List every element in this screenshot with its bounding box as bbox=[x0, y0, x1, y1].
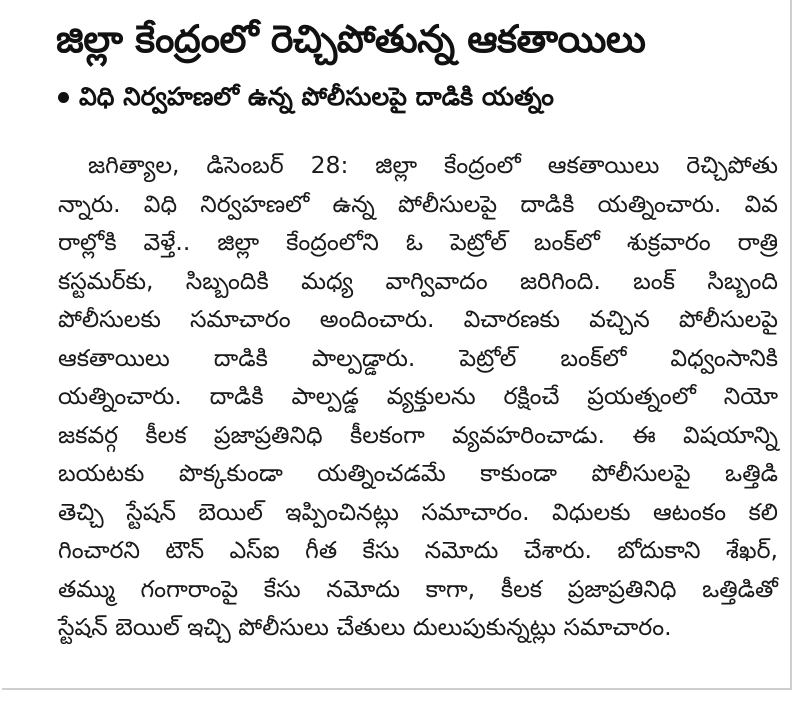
article-subhead bbox=[58, 78, 554, 116]
news-clipping bbox=[2, 0, 792, 690]
body-line: తెచ్చి స్టేషన్ బెయిల్ ఇప్పించినట్లు సమాచారం. విధులకు ఆటంకం కలి bbox=[58, 497, 778, 526]
body-line: న్నారు. విధి నిర్వహణలో ఉన్న పోలీసులపై దాడికి యత్నించారు. వివ bbox=[58, 189, 778, 218]
article-body bbox=[58, 146, 778, 647]
article-subhead-text: విధి నిర్వహణలో ఉన్న పోలీసులపై దాడికి యత్నం bbox=[79, 82, 554, 111]
body-line: జకవర్గ కీలక ప్రజాప్రతినిధి కీలకంగా వ్యవహరించాడు. ఈ విషయాన్ని bbox=[58, 420, 778, 449]
body-line: బయటకు పొక్కకుండా యత్నించడమే కాకుండా పోలీసులపై ఒత్తిడి bbox=[58, 459, 778, 487]
bullet-icon bbox=[58, 92, 69, 103]
body-line: పోలీసులకు సమాచారం అందించారు. విచారణకు వచ్చిన పోలీసులపై bbox=[58, 305, 778, 333]
body-line: జగిత్యాల, డిసెంబర్ 28: జిల్లా కేంద్రంలో ఆకతాయిలు రెచ్చిపోతు bbox=[88, 151, 778, 179]
body-line: స్టేషన్ బెయిల్ ఇచ్చి పోలీసులు చేతులు దులుపుకున్నట్లు సమాచారం. bbox=[58, 613, 672, 641]
article-headline: జిల్లా కేంద్రంలో రెచ్చిపోతున్న ఆకతాయిలు bbox=[56, 17, 646, 61]
body-line: ఆకతాయిలు దాడికి పాల్పడ్డారు. పెట్రోల్ బంక్‌లో విధ్వంసానికి bbox=[58, 343, 778, 372]
body-line: కస్టమర్‌కు, సిబ్బందికి మధ్య వాగ్వివాదం జరిగింది. బంక్ సిబ్బంది bbox=[58, 266, 778, 295]
body-line: తమ్ము గంగారాంపై కేసు నమోదు కాగా, కీలక ప్రజాప్రతినిధి ఒత్తిడితో bbox=[58, 574, 778, 603]
body-line: రాల్లోకి వెళ్తే.. జిల్లా కేంద్రంలోని ఓ పెట్రోల్ బంక్‌లో శుక్రవారం రాత్రి bbox=[58, 228, 778, 256]
body-line: యత్నించారు. దాడికి పాల్పడ్డ వ్యక్తులను రక్షించే ప్రయత్నంలో నియో bbox=[58, 382, 778, 410]
body-line: గించారని టౌన్ ఎస్ఐ గీత కేసు నమోదు చేశారు. బోదుకాని శేఖర్, bbox=[58, 536, 778, 564]
